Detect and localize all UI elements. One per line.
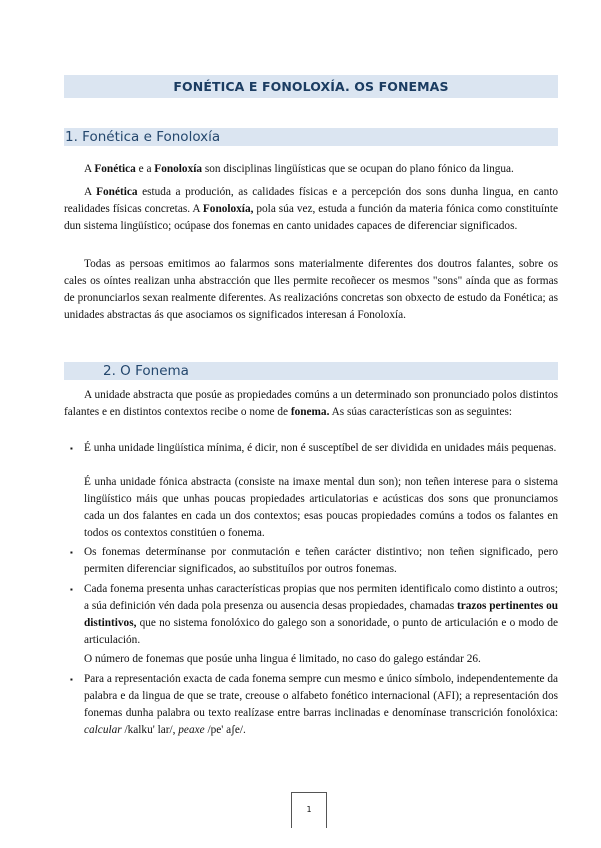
bullet-marker: ▪ bbox=[70, 548, 73, 557]
bullet-item-4: Para a representación exacta de cada fonema sempre cun mesmo e único símbolo, independentemente da palabra e da lingua de que se trate, creouse o alfabeto fonético internacional (AFI); a representación dos fonemas dunha palabra ou texto realízase entre barras inclinadas e denomínase transcrición fonolóxica: calcular /kalku' lar/, peaxe /pe' aʃe/. bbox=[84, 673, 558, 736]
paragraph-1: A Fonética e a Fonoloxía son disciplinas lingüísticas que se ocupan do plano fónico da lingua. bbox=[84, 163, 514, 175]
page-title: FONÉTICA E FONOLOXÍA. OS FONEMAS bbox=[64, 75, 558, 98]
bullet-marker: ▪ bbox=[70, 585, 73, 594]
fonema-count-note: O número de fonemas que posúe unha lingua é limitado, no caso do galego estándar 26. bbox=[84, 653, 481, 665]
bullet-item-2: Os fonemas determínanse por conmutación e teñen carácter distintivo; non teñen significado, pero permiten diferenciar significados, ao substituílos por outros fonemas. bbox=[84, 546, 558, 575]
bullet-marker: ▪ bbox=[70, 675, 73, 684]
bullet-marker: ▪ bbox=[70, 444, 73, 453]
section-heading-1 bbox=[64, 128, 558, 146]
bullet-item-1: É unha unidade lingüística mínima, é dicir, non é susceptíbel de ser dividida en unidades máis pequenas. bbox=[84, 442, 557, 454]
paragraph-3: Todas as persoas emitimos ao falarmos sons materialmente diferentes dos doutros falantes, sobre os cales os oíntes realizan unha abstracción que lles permite recoñecer os mesmos "sons" aínda que as formas de pronunciarlos sexan realmente diferentes. As realizacións concretas son obxecto de estudo da Fonética; as unidades abstractas ás que asociamos os significados interesan á Fonoloxía. bbox=[64, 258, 558, 321]
paragraph-2: A Fonética estuda a produción, as calidades físicas e a percepción dos sons dunha lingua, en canto realidades físicas concretas. A Fonoloxía, pola súa vez, estuda a función da materia fónica como constituínte dun sistema lingüístico; ocúpase dos fonemas en canto unidades capaces de diferenciar significados. bbox=[64, 186, 558, 232]
bullet-item-1-continuation: É unha unidade fónica abstracta (consiste na imaxe mental dun son); non teñen interese para o sistema lingüístico máis que unhas poucas propiedades articulatorias e acústicas dos sons que pronunciamos cada un dos falantes en cada un dos contextos; esas poucas propiedades comúns a todos os falantes en todos os contextos constitúen o fonema. bbox=[84, 476, 558, 539]
paragraph-fonema-intro: A unidade abstracta que posúe as propiedades comúns a un determinado son pronunciado polos distintos falantes e en distintos contextos recibe o nome de fonema. As súas características son as seguintes: bbox=[64, 389, 558, 418]
page-number: 1 bbox=[291, 792, 327, 828]
section-heading-1-text: 1. Fonética e Fonoloxía bbox=[65, 129, 221, 145]
bullet-item-3: Cada fonema presenta unhas características propias que nos permiten identificalo como distinto a outros; a súa definición vén dada pola presenza ou ausencia desas propiedades, chamadas trazos pertinentes ou distintivos, que no sistema fonolóxico do galego son a sonoridade, o punto de articulación e o modo de articulación. bbox=[84, 583, 559, 646]
section-heading-2-text: 2. O Fonema bbox=[103, 363, 189, 379]
section-heading-2 bbox=[64, 362, 558, 380]
